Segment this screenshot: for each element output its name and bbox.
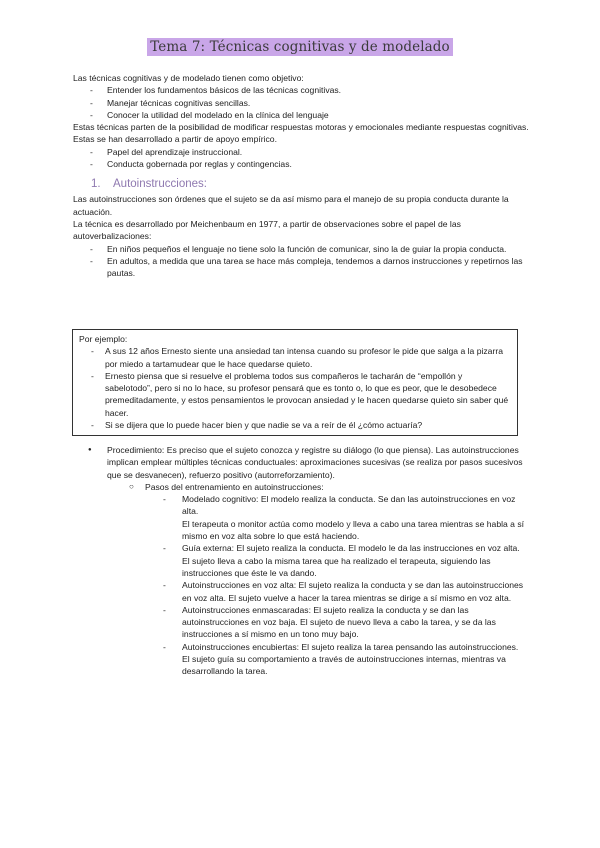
section-heading: [73, 177, 529, 192]
example-item: - Ernesto piensa que si resuelve el problema todos sus compañeros le tacharán de “empollón y sabelotodo”, pero si no lo hace, su profesor pensará que es tonto o, lo que es peor, que le desobedece premeditadamente, y estos pensamientos le provocan ansiedad y le hacen quedarse quieto sin saber qué hacer.: [79, 370, 511, 419]
objective-item: - Entender los fundamentos básicos de las técnicas cognitivas.: [73, 84, 529, 96]
steps-heading: ○ Pasos del entrenamiento en autoinstrucciones:: [73, 481, 527, 493]
procedure-block: [73, 444, 527, 678]
step-item: - Autoinstrucciones encubiertas: El sujeto realiza la tarea pensando las autoinstrucciones. El sujeto guía su comportamiento a través de autoinstrucciones internas, mientras va desarrollando la tarea.: [73, 641, 527, 678]
basis-item: - Conducta gobernada por reglas y contingencias.: [73, 158, 529, 170]
page-title: Tema 7: Técnicas cognitivas y de modelado: [147, 38, 452, 56]
step-item-extra: El terapeuta o monitor actúa como modelo y lleva a cabo una tarea mientras se habla a sí mismo en voz alta sobre lo que está haciendo.: [182, 518, 525, 542]
example-heading: Por ejemplo:: [79, 334, 128, 344]
procedure-text: ● Procedimiento: Es preciso que el sujeto conozca y registre su diálogo (lo que piensa). Las autoinstrucciones implican emplear múltiples técnicas conductuales: aproximaciones sucesivas (se realiza por pasos sucesivos que se desvanecen), refuerzo positivo (autorreforzamiento).: [73, 444, 527, 481]
section-item: - En niños pequeños el lenguaje no tiene solo la función de comunicar, sino la de guiar la propia conducta.: [73, 243, 529, 255]
section-title: Autoinstrucciones:: [113, 178, 207, 191]
intro-text: Las técnicas cognitivas y de modelado tienen como objetivo:: [73, 73, 304, 83]
basis-item: - Papel del aprendizaje instruccional.: [73, 146, 529, 158]
title-wrap: [0, 38, 600, 56]
objective-item: - Conocer la utilidad del modelado en la clínica del lenguaje: [73, 109, 529, 121]
basis-text: Estas técnicas parten de la posibilidad de modificar respuestas motoras y emocionales mediante respuestas cognitivas. Estas se han desarrollado a partir de apoyo empírico.: [73, 122, 529, 145]
intro-block: [73, 72, 529, 279]
section-number: 1.: [91, 178, 101, 191]
example-item: - Si se dijera que lo puede hacer bien y que nadie se va a reír de él ¿cómo actuaría?: [79, 419, 511, 431]
step-item: - Modelado cognitivo: El modelo realiza la conducta. Se dan las autoinstrucciones en voz alta.: [73, 493, 527, 518]
section-paragraph: La técnica es desarrollado por Meichenbaum en 1977, a partir de observaciones sobre el papel de las autoverbalizaciones:: [73, 218, 461, 242]
section-item: - En adultos, a medida que una tarea se hace más compleja, tendemos a darnos instrucciones y repetirnos las pautas.: [73, 255, 529, 280]
step-item: - Guía externa: El sujeto realiza la conducta. El modelo le da las instrucciones en voz alta. El sujeto lleva a cabo la misma tarea que ha realizado el terapeuta, siguiendo las instrucciones que éste le va dando.: [73, 542, 527, 579]
objective-item: - Manejar técnicas cognitivas sencillas.: [73, 97, 529, 109]
step-item: - Autoinstrucciones en voz alta: El sujeto realiza la conducta y se dan las autoinstrucciones en voz alta. El sujeto vuelve a hacer la tarea mientras se dirige a sí mismo en voz alta.: [73, 579, 527, 604]
step-item: - Autoinstrucciones enmascaradas: El sujeto realiza la conducta y se dan las autoinstrucciones en voz baja. El sujeto de nuevo lleva a cabo la tarea, y se da las instrucciones a sí mismo en un tono muy bajo.: [73, 604, 527, 641]
example-box: [72, 329, 518, 436]
example-item: - A sus 12 años Ernesto siente una ansiedad tan intensa cuando su profesor le pide que salga a la pizarra por miedo a tartamudear que le hace quedarse quieto.: [79, 345, 511, 370]
section-paragraph: Las autoinstrucciones son órdenes que el sujeto se da así mismo para el manejo de su propia conducta durante la actuación.: [73, 194, 509, 217]
